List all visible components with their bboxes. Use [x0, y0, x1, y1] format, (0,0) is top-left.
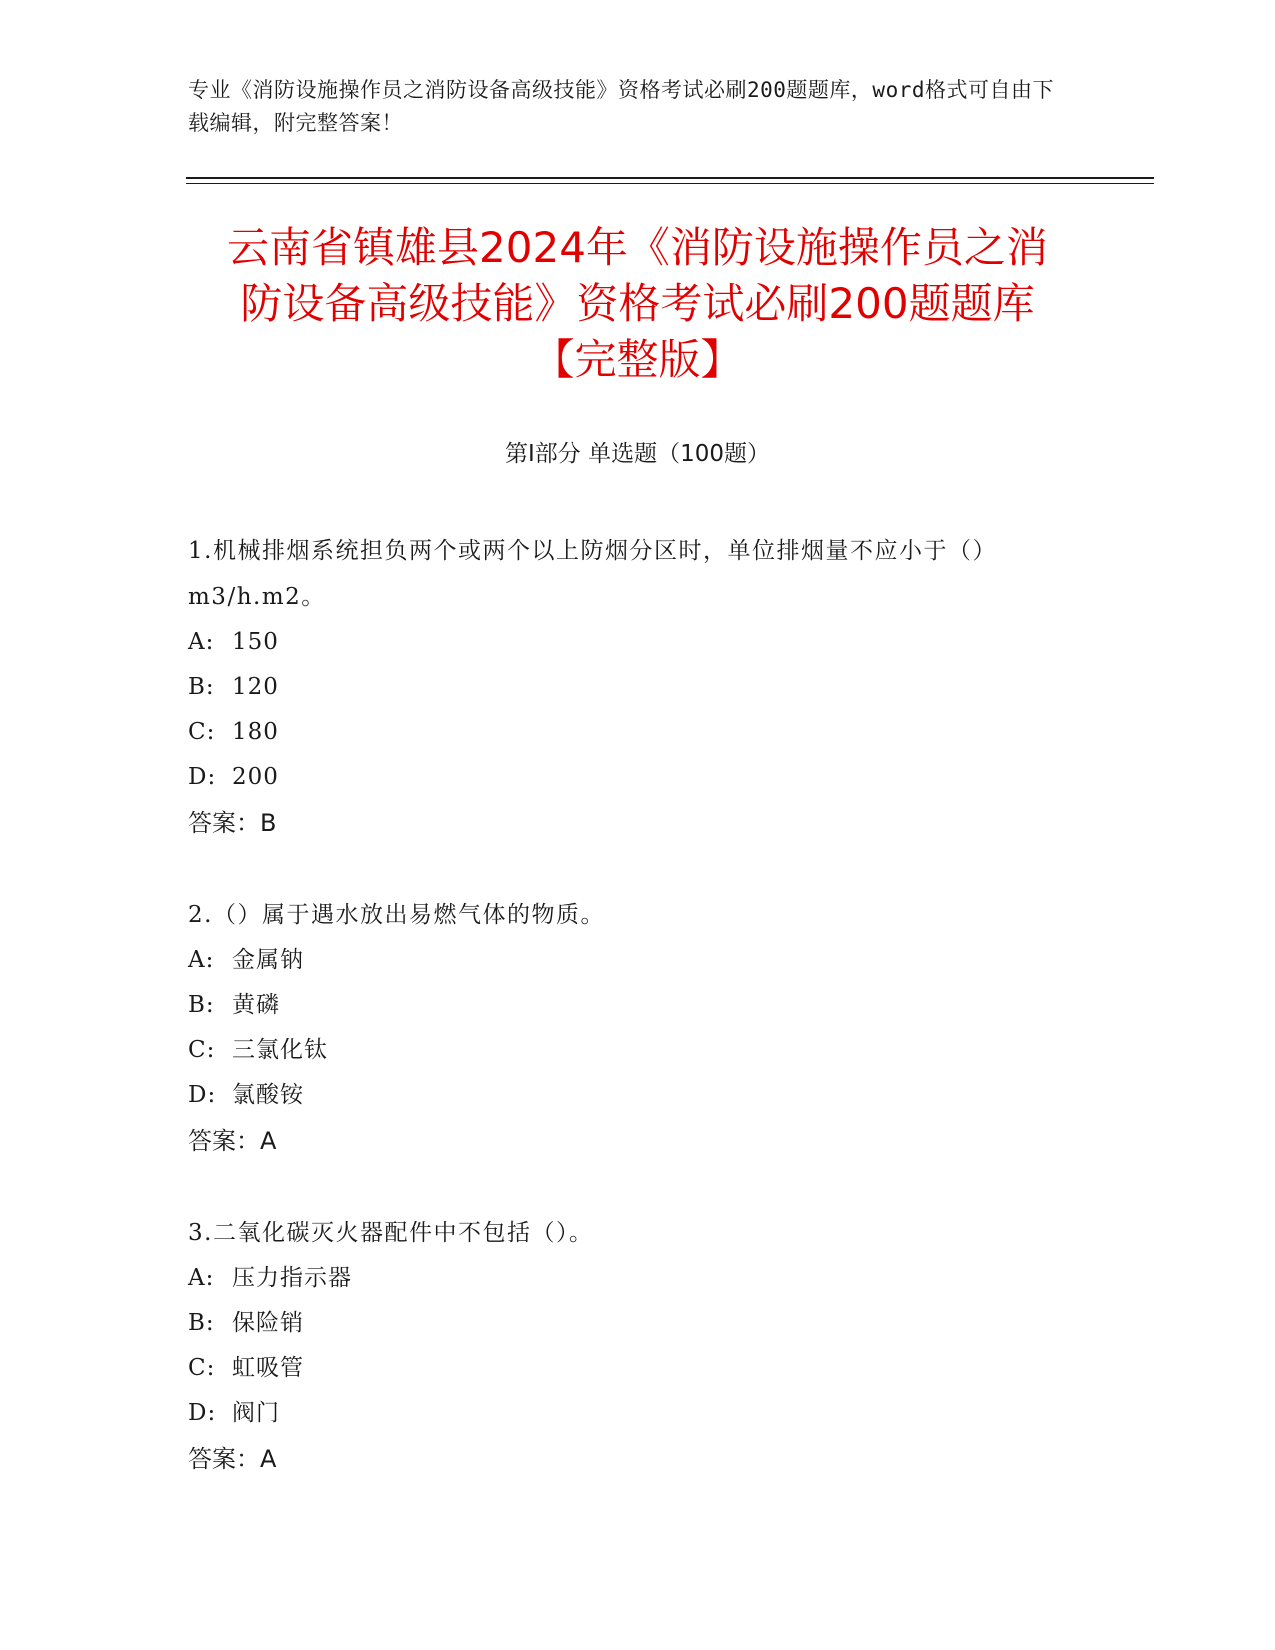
- option-b: [188, 665, 1068, 710]
- option-key: D:: [188, 764, 217, 790]
- option-key: B:: [188, 992, 215, 1018]
- option-key: A:: [188, 1265, 215, 1291]
- option-key: B:: [188, 674, 215, 700]
- option-a: [188, 938, 1068, 983]
- option-b: [188, 1301, 1068, 1346]
- option-text: 金属钠: [232, 947, 304, 973]
- option-key: A:: [188, 947, 215, 973]
- option-d: [188, 1073, 1068, 1118]
- question-item: [188, 528, 1068, 846]
- option-key: D:: [188, 1400, 217, 1426]
- option-c: [188, 1346, 1068, 1391]
- option-key: D:: [188, 1082, 217, 1108]
- title-line: 【完整版】: [532, 335, 743, 384]
- option-b: [188, 983, 1068, 1028]
- option-key: B:: [188, 1310, 215, 1336]
- option-key: C:: [188, 1037, 216, 1063]
- answer-line: 答案：A: [188, 1445, 277, 1473]
- option-text: 氯酸铵: [232, 1082, 304, 1108]
- option-key: C:: [188, 1355, 216, 1381]
- option-c: [188, 1028, 1068, 1073]
- question-stem: 1.机械排烟系统担负两个或两个以上防烟分区时，单位排烟量不应小于（）m3/h.m2。: [188, 538, 997, 610]
- option-text: 虹吸管: [232, 1355, 304, 1381]
- option-d: [188, 755, 1068, 800]
- question-stem: 3.二氧化碳灭火器配件中不包括（）。: [188, 1220, 594, 1246]
- option-text: 150: [232, 629, 279, 655]
- option-a: [188, 1256, 1068, 1301]
- document-title: [150, 220, 1125, 388]
- question-item: [188, 892, 1068, 1164]
- option-c: [188, 710, 1068, 755]
- title-line: 云南省镇雄县2024年《消防设施操作员之消: [227, 223, 1048, 272]
- option-text: 阀门: [232, 1400, 280, 1426]
- option-text: 120: [232, 674, 279, 700]
- option-text: 180: [232, 719, 279, 745]
- option-d: [188, 1391, 1068, 1436]
- option-text: 保险销: [232, 1310, 304, 1336]
- option-text: 黄磷: [232, 992, 280, 1018]
- header-divider-thick: [186, 177, 1154, 179]
- option-text: 压力指示器: [232, 1265, 352, 1291]
- option-text: 三氯化钛: [232, 1037, 328, 1063]
- option-text: 200: [232, 764, 279, 790]
- option-a: [188, 620, 1068, 665]
- option-key: A:: [188, 629, 215, 655]
- header-divider-thin: [186, 183, 1154, 184]
- question-list: [188, 528, 1068, 1528]
- title-line: 防设备高级技能》资格考试必刷200题题库: [240, 279, 1035, 328]
- option-key: C:: [188, 719, 216, 745]
- question-item: [188, 1210, 1068, 1482]
- section-heading: 第Ⅰ部分 单选题（100题）: [505, 441, 770, 467]
- header-note: 专业《消防设施操作员之消防设备高级技能》资格考试必刷200题题库，word格式可自由下载编辑，附完整答案！: [188, 78, 1054, 135]
- question-stem: 2.（）属于遇水放出易燃气体的物质。: [188, 902, 605, 928]
- answer-line: 答案：A: [188, 1127, 277, 1155]
- answer-line: 答案：B: [188, 809, 277, 837]
